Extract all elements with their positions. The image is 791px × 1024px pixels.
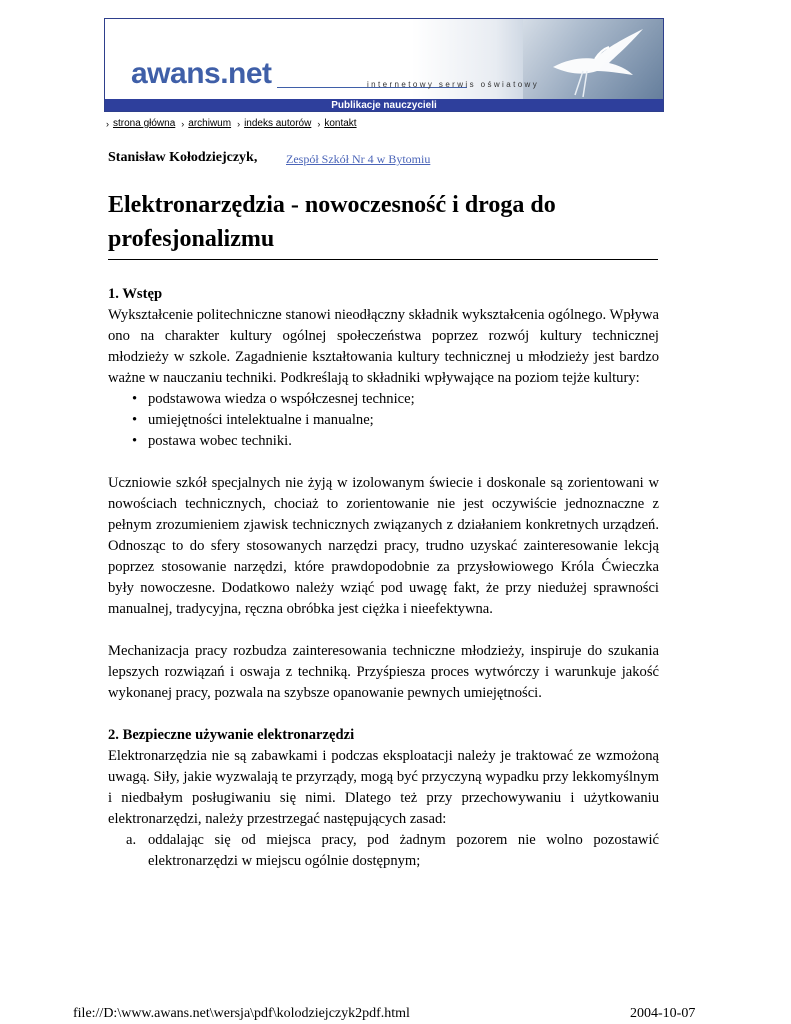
nav-item-authors[interactable] bbox=[237, 118, 311, 129]
section-heading: 1. Wstęp bbox=[108, 286, 163, 302]
paragraph: Mechanizacja pracy rozbudza zainteresowania techniczne młodzieży, inspiruje do szukania lepszych rozwiązań i oswaja z techniką. Przyśpiesza proces wytwórczy i warunkuje jakość wykonanej pracy, pozwala na szybsze opanowanie pewnych umiejętności. bbox=[108, 643, 659, 701]
site-logo[interactable]: awans.net bbox=[131, 57, 272, 90]
list-item: • postawa wobec techniki. bbox=[132, 431, 659, 452]
list-marker: a. bbox=[126, 832, 137, 848]
nav-link-home[interactable]: strona główna bbox=[113, 118, 176, 129]
school-link[interactable]: Zespół Szkół Nr 4 w Bytomiu bbox=[286, 152, 431, 166]
list-item: • umiejętności intelektualne i manualne; bbox=[132, 410, 659, 431]
section-heading: 2. Bezpieczne używanie elektronarzędzi bbox=[108, 727, 355, 743]
rules-list bbox=[108, 830, 659, 872]
paragraph: Elektronarzędzia nie są zabawkami i podczas eksploatacji należy je traktować ze wzmożoną uwagą. Siły, jakie wyzwalają te przyrządy, mogą być przyczyną wypadku przy lekkomyślnym i niedbałym posługiwaniu się nimi. Dlatego też przy przechowywaniu i użytkowaniu elektronarzędzi, należy przestrzegać następujących zasad: bbox=[108, 748, 659, 827]
site-tagline: internetowy serwis oświatowy bbox=[367, 80, 540, 89]
list-item bbox=[126, 830, 659, 872]
nav-item-archive[interactable] bbox=[181, 118, 231, 129]
nav-item-home[interactable] bbox=[106, 118, 175, 129]
nav-link-contact[interactable]: kontakt bbox=[324, 118, 357, 129]
author-name: Stanisław Kołodziejczyk, bbox=[108, 150, 258, 165]
nav-link-archive[interactable]: archiwum bbox=[188, 118, 232, 129]
article-title: Elektronarzędzia - nowoczesność i droga do profesjonalizmu bbox=[108, 188, 658, 260]
chevron-right-icon: › bbox=[317, 118, 321, 129]
footer-file-path: file://D:\www.awans.net\wersja\pdf\kolodziejczyk2pdf.html bbox=[73, 1006, 410, 1021]
chevron-right-icon: › bbox=[106, 118, 109, 129]
nav-item-contact[interactable] bbox=[317, 118, 356, 129]
list-item-text: oddalając się od miejsca pracy, pod żadnym pozorem nie wolno pozostawić elektronarzędzi w miejscu ogólnie dostępnym; bbox=[148, 832, 659, 869]
section-bar[interactable]: Publikacje nauczycieli bbox=[105, 99, 663, 112]
list-item: • podstawowa wiedza o współczesnej technice; bbox=[132, 389, 659, 410]
chevron-right-icon: › bbox=[181, 118, 185, 129]
site-banner bbox=[104, 18, 664, 112]
bullet-list bbox=[108, 389, 659, 452]
paragraph: Uczniowie szkół specjalnych nie żyją w izolowanym świecie i doskonale są zorientowani w nowościach technicznych, chociaż to zorientowanie nie jest oczywiście jednoznaczne z pełnym zrozumieniem zjawisk technicznych związanych z działaniem konkretnych urządzeń. Odnosząc to do sfery stosowanych narzędzi pracy, trudno uzyskać zainteresowanie lekcją poprzez stosowanie narzędzi, które prawdopodobnie za przysłowiowego Króla Ćwieczka były nowoczesne. Dodatkowo należy wziąć pod uwagę fakt, że przy niedużej sprawności manualnej, tradycyjna, ręczna obróbka jest ciężka i nieefektywna. bbox=[108, 475, 659, 617]
footer-date: 2004-10-07 bbox=[630, 1006, 696, 1021]
paragraph: Wykształcenie politechniczne stanowi nieodłączny składnik wykształcenia ogólnego. Wpływa ono na charakter kultury ogólnej społeczeństwa poprzez rozwój kultury technicznej młodzieży w szkole. Zagadnienie kształtowania kultury technicznej u młodzieży jest bardzo ważne w nauczaniu techniki. Podkreślają to składniki wpływające na poziom tejże kultury: bbox=[108, 307, 659, 386]
nav-link-authors[interactable]: indeks autorów bbox=[244, 118, 312, 129]
chevron-right-icon: › bbox=[237, 118, 241, 129]
article-body bbox=[108, 284, 659, 872]
heron-illustration bbox=[523, 19, 664, 99]
breadcrumb-nav bbox=[106, 118, 363, 129]
